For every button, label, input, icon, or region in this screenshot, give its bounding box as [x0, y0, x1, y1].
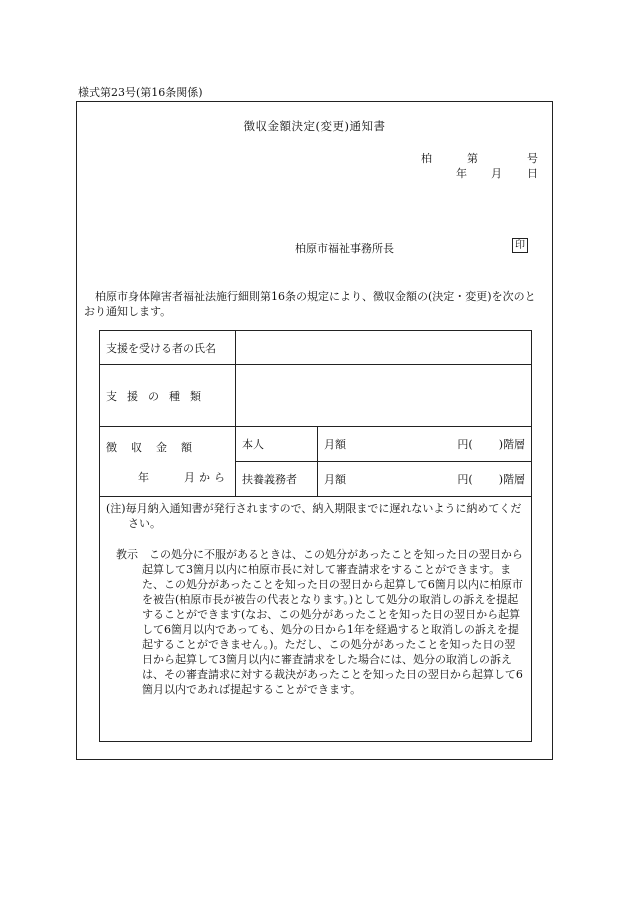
- fee-guardian-tier-label: )階層: [498, 473, 525, 486]
- reference-suffix: 号: [527, 152, 538, 165]
- fee-label-cell: [100, 427, 236, 497]
- notification-text: 柏原市身体障害者福祉法施行細則第16条の規定により、徴収金額の(決定・変更)を次のとおり通知します。: [84, 290, 536, 318]
- payer-self-text: 本人: [242, 438, 264, 451]
- seal-mark: 印: [512, 238, 528, 253]
- notes-cell: [100, 497, 532, 742]
- fee-start-month-label: 月から: [184, 470, 229, 484]
- fee-start-month: [106, 469, 229, 485]
- date-day: 日: [527, 167, 538, 180]
- document-title: 徴収金額決定(変更)通知書: [243, 119, 386, 133]
- fee-self-amount[interactable]: [318, 427, 532, 462]
- fee-label: 徴収金額: [106, 440, 206, 454]
- fee-guardian-amount[interactable]: [318, 462, 532, 497]
- fee-start-year-label: 年: [138, 470, 149, 484]
- payer-guardian: [236, 462, 318, 497]
- fee-guardian-yen-label: 円(: [457, 473, 473, 486]
- form-number: 様式第23号(第16条関係): [78, 86, 203, 99]
- date-month: 月: [491, 167, 502, 180]
- date-year: 年: [456, 167, 467, 180]
- support-type-value[interactable]: [236, 365, 532, 427]
- issuer-name: 柏原市福祉事務所長: [295, 242, 394, 255]
- fee-self-yen-label: 円(: [457, 438, 473, 451]
- fee-self-tier-label: )階層: [498, 438, 525, 451]
- payment-note: (注)毎月納入通知書が発行されますので、納入期限までに遅れないように納めてください。: [106, 502, 522, 530]
- payer-guardian-text: 扶養義務者: [242, 473, 297, 486]
- support-type-label: 支援の種類: [100, 365, 236, 427]
- fee-table: [99, 330, 532, 742]
- reference-prefix: 柏: [421, 152, 432, 165]
- name-value[interactable]: [236, 331, 532, 365]
- name-label: 支援を受ける者の氏名: [100, 331, 236, 365]
- fee-guardian-month-label: 月額: [324, 473, 346, 486]
- appeal-instruction: 教示 この処分に不服があるときは、この処分があったことを知った日の翌日から起算して3箇月以内に柏原市長に対して審査請求をすることができます。また、この処分があったことを知った日の翌日から起算して6箇月以内に柏原市を被告(柏原市長が被告の代表となります。)として処分の取消しの訴えを提起することができます(なお、この処分があったことを知った日の翌日から起算して6箇月以内であっても、処分の日から1年を経過すると取消しの訴えを提起することができません。)。ただし、この処分があったことを知った日の翌日から起算して3箇月以内に審査請求をした場合には、処分の取消しの訴えは、その審査請求に対する裁決があったことを知った日の翌日から起算して6箇月以内であれば提起することができます。: [116, 548, 523, 696]
- payer-self: [236, 427, 318, 462]
- fee-self-month-label: 月額: [324, 438, 346, 451]
- reference-middle: 第: [467, 152, 478, 165]
- payer-self-label: [242, 436, 311, 452]
